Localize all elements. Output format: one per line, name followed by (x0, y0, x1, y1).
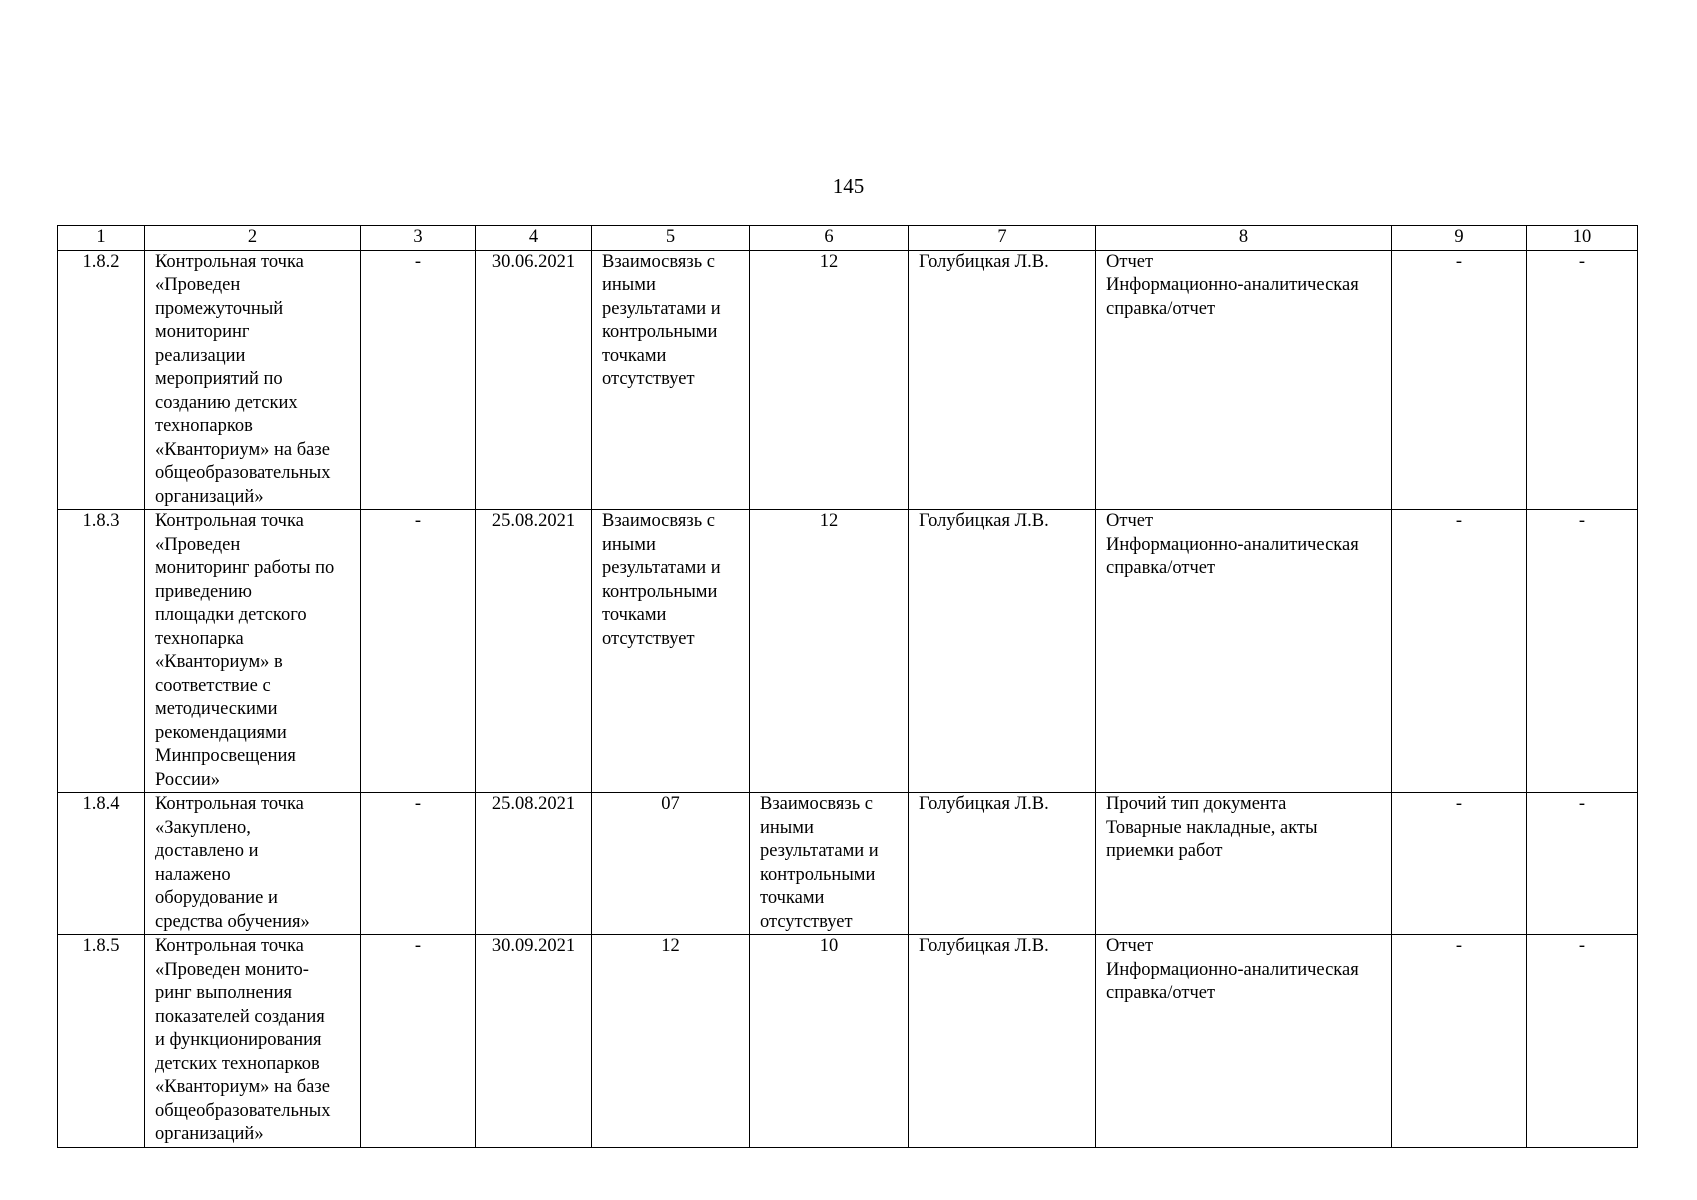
item-name: Контрольная точка «Проведен мониторинг работы по приведению площадки детского технопарка «Кванториум» в соответствие с методическими рекомендациями Минпросвещения России» (145, 510, 361, 793)
due-date: 25.08.2021 (476, 510, 592, 793)
item-name: Контрольная точка «Закуплено, доставлено и налажено оборудование и средства обучения» (145, 793, 361, 935)
col10-value: - (1527, 510, 1638, 793)
col10-value: - (1527, 793, 1638, 935)
item-name: Контрольная точка «Проведен промежуточный мониторинг реализации мероприятий по созданию детских технопарков «Кванториум» на базе общеобразовательных организаций» (145, 250, 361, 510)
column-header: 7 (909, 226, 1096, 251)
item-number: 1.8.3 (58, 510, 145, 793)
col6-value: 10 (750, 935, 909, 1148)
column-header: 9 (1392, 226, 1527, 251)
item-number: 1.8.5 (58, 935, 145, 1148)
document-type: Прочий тип документа Товарные накладные, акты приемки работ (1096, 793, 1392, 935)
table-row (58, 250, 1638, 510)
col9-value: - (1392, 250, 1527, 510)
document-type: Отчет Информационно-аналитическая справка/отчет (1096, 250, 1392, 510)
responsible-person: Голубицкая Л.В. (909, 510, 1096, 793)
table-row (58, 793, 1638, 935)
col6-value: 12 (750, 510, 909, 793)
column-header: 2 (145, 226, 361, 251)
control-points-table (57, 225, 1638, 1148)
column-header: 8 (1096, 226, 1392, 251)
col3-value: - (361, 935, 476, 1148)
col6-value: Взаимосвязь с иными результатами и контрольными точками отсутствует (750, 793, 909, 935)
col5-value: 12 (592, 935, 750, 1148)
column-header: 1 (58, 226, 145, 251)
col3-value: - (361, 793, 476, 935)
col9-value: - (1392, 793, 1527, 935)
col10-value: - (1527, 250, 1638, 510)
page-number: 145 (832, 174, 865, 198)
col9-value: - (1392, 510, 1527, 793)
column-header: 3 (361, 226, 476, 251)
col6-value: 12 (750, 250, 909, 510)
item-number: 1.8.4 (58, 793, 145, 935)
col10-value: - (1527, 935, 1638, 1148)
responsible-person: Голубицкая Л.В. (909, 793, 1096, 935)
column-header: 6 (750, 226, 909, 251)
responsible-person: Голубицкая Л.В. (909, 935, 1096, 1148)
document-type: Отчет Информационно-аналитическая справка/отчет (1096, 510, 1392, 793)
col5-value: Взаимосвязь с иными результатами и контрольными точками отсутствует (592, 510, 750, 793)
table-row (58, 935, 1638, 1148)
column-header: 5 (592, 226, 750, 251)
document-type: Отчет Информационно-аналитическая справка/отчет (1096, 935, 1392, 1148)
due-date: 30.09.2021 (476, 935, 592, 1148)
responsible-person: Голубицкая Л.В. (909, 250, 1096, 510)
table-row (58, 510, 1638, 793)
col9-value: - (1392, 935, 1527, 1148)
item-name: Контрольная точка «Проведен монито- ринг выполнения показателей создания и функционирования детских технопарков «Кванториум» на базе общеобразовательных организаций» (145, 935, 361, 1148)
item-number: 1.8.2 (58, 250, 145, 510)
col5-value: Взаимосвязь с иными результатами и контрольными точками отсутствует (592, 250, 750, 510)
column-header: 10 (1527, 226, 1638, 251)
col5-value: 07 (592, 793, 750, 935)
due-date: 30.06.2021 (476, 250, 592, 510)
column-header: 4 (476, 226, 592, 251)
column-number-row (58, 226, 1638, 251)
due-date: 25.08.2021 (476, 793, 592, 935)
col3-value: - (361, 250, 476, 510)
col3-value: - (361, 510, 476, 793)
